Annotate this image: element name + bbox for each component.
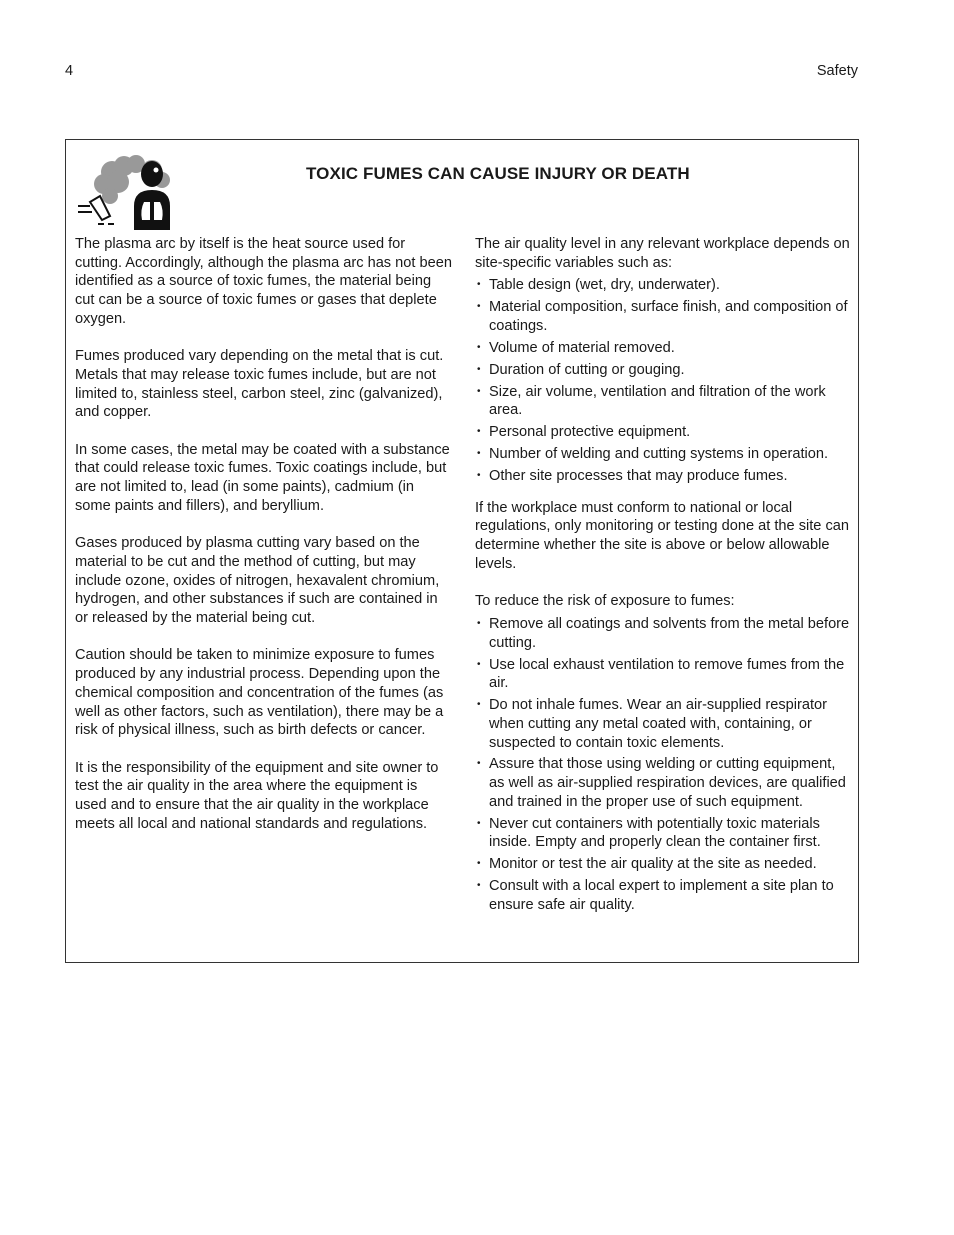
warning-title: TOXIC FUMES CAN CAUSE INJURY OR DEATH: [306, 164, 690, 183]
paragraph: In some cases, the metal may be coated with a substance that could release toxic fumes. Toxic coatings include, but are not limited to, lead (in some paints), cadmium (in some paints and fillers), and beryllium.: [75, 441, 450, 514]
paragraph: Caution should be taken to minimize exposure to fumes produced by any industrial process. Depending upon the chemical composition and concentration of the fumes (as well as other factors, such as ventilation), there may be a risk of physical illness, such as birth defects or cancer.: [75, 647, 444, 739]
list-item: • Use local exhaust ventilation to remove fumes from the air.: [475, 656, 853, 693]
list-item: • Assure that those using welding or cutting equipment, as well as air-supplied respiration devices, are qualified and trained in the proper use of such equipment.: [475, 755, 853, 811]
list-item: • Never cut containers with potentially toxic materials inside. Empty and properly clean the container first.: [475, 815, 853, 852]
list-item: • Other site processes that may produce fumes.: [475, 467, 853, 486]
regulation-paragraph: If the workplace must conform to national or local regulations, only monitoring or testing done at the site can determine whether the site is above or below allowable levels.: [475, 499, 849, 572]
paragraph: Fumes produced vary depending on the metal that is cut. Metals that may release toxic fumes include, but are not limited to, stainless steel, carbon steel, zinc (galvanized), and copper.: [75, 348, 444, 421]
list-item: • Material composition, surface finish, and composition of coatings.: [475, 298, 853, 335]
list-item: • Duration of cutting or gouging.: [475, 361, 853, 380]
section-name: Safety: [816, 63, 858, 79]
toxic-fumes-icon: [74, 150, 174, 230]
page-number: 4: [65, 63, 74, 79]
paragraph: The plasma arc by itself is the heat source used for cutting. Accordingly, although the plasma arc has not been identified as a source of toxic fumes, the material being cut can be a source of toxic fumes or gases that deplete oxygen.: [75, 236, 452, 327]
variables-list: [475, 276, 853, 485]
list-item: • Consult with a local expert to implement a site plan to ensure safe air quality.: [475, 877, 853, 914]
toxic-fumes-warning-box: [65, 139, 859, 963]
right-column: [475, 235, 853, 928]
variables-intro: The air quality level in any relevant workplace depends on site-specific variables such as:: [475, 236, 850, 271]
list-item: • Table design (wet, dry, underwater).: [475, 276, 853, 295]
list-item: • Remove all coatings and solvents from the metal before cutting.: [475, 615, 853, 652]
list-item: • Size, air volume, ventilation and filtration of the work area.: [475, 383, 853, 420]
list-item: • Volume of material removed.: [475, 339, 853, 358]
reduce-intro: To reduce the risk of exposure to fumes:: [475, 593, 735, 610]
list-item: • Personal protective equipment.: [475, 423, 853, 442]
list-item: • Do not inhale fumes. Wear an air-supplied respirator when cutting any metal coated with, containing, or suspected to contain toxic elements.: [475, 696, 853, 752]
paragraph: It is the responsibility of the equipment and site owner to test the air quality in the area where the equipment is used and to ensure that the air quality in the workplace meets all local and national standards and regulations.: [75, 759, 439, 832]
paragraph: Gases produced by plasma cutting vary based on the material to be cut and the method of cutting, but may include ozone, oxides of nitrogen, hexavalent chromium, hydrogen, and other substances if such are contained in or released by the material being cut.: [75, 535, 440, 627]
list-item: • Number of welding and cutting systems in operation.: [475, 445, 853, 464]
list-item: • Monitor or test the air quality at the site as needed.: [475, 855, 853, 874]
left-column: [75, 235, 453, 852]
reduce-steps-list: [475, 615, 853, 915]
